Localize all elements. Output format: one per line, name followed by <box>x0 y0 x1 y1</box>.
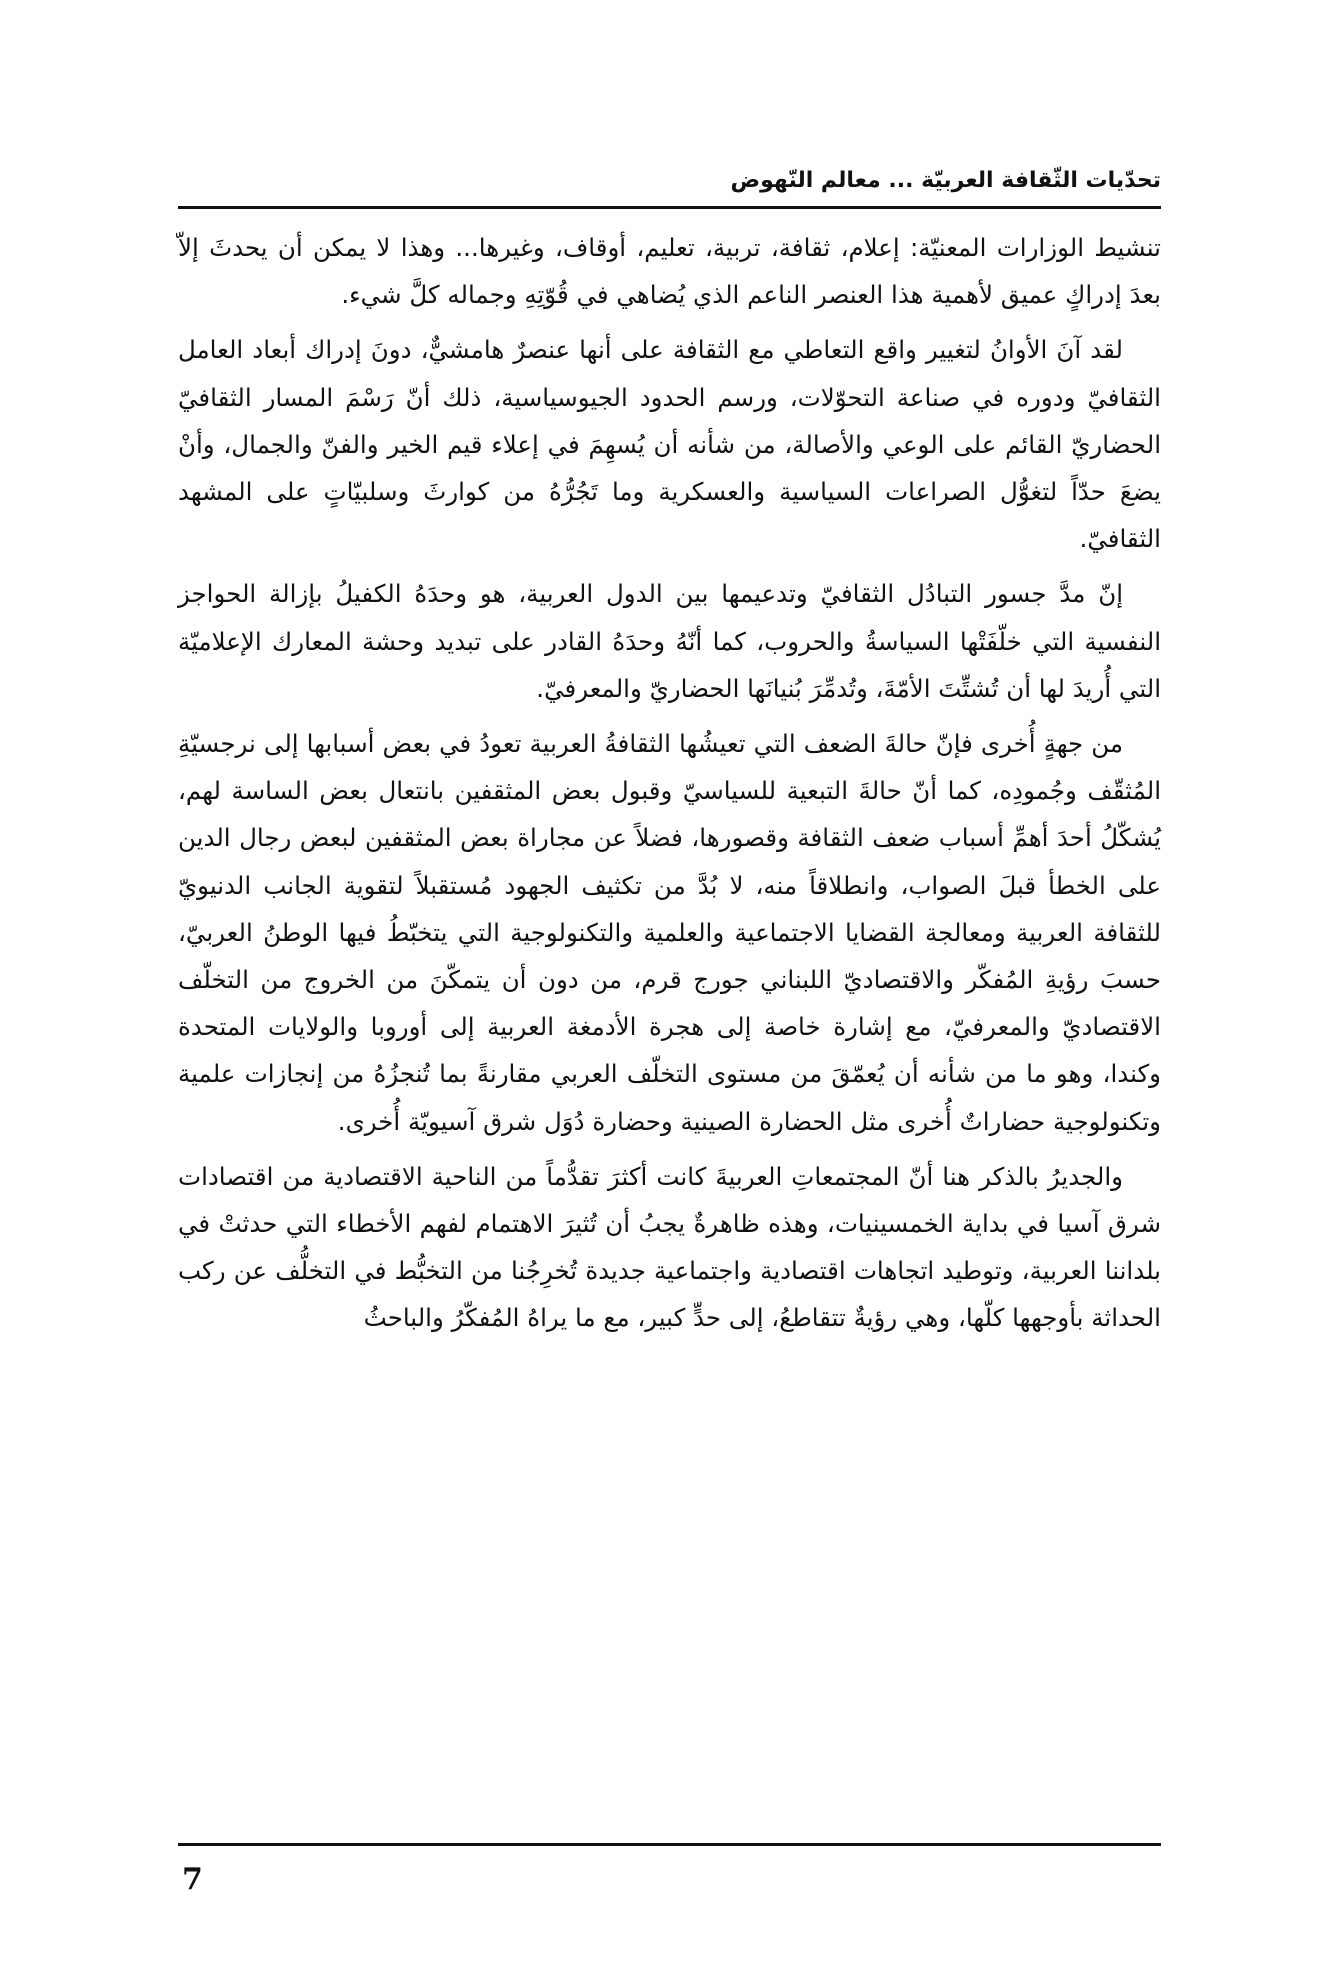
footer-divider <box>178 1843 1161 1846</box>
running-header-title: تحدّيات الثّقافة العربيّة ... معالم النّهوض <box>730 168 1161 193</box>
paragraph: لقد آنَ الأوانُ لتغيير واقع التعاطي مع الثقافة على أنها عنصرٌ هامشيٌّ، دونَ إدراك أبعاد العامل الثقافيّ ودوره في صناعة التحوّلات، ورسم الحدود الجيوسياسية، ذلك أنّ رَسْمَ المسار الثقافيّ الحضاريّ القائم على الوعي والأصالة، من شأنه أن يُسهِمَ في إعلاء قيم الخير والفنّ والجمال، وأنْ يضعَ حدّاً لتغوُّل الصراعات السياسية والعسكرية وما تَجُرُّهُ من كوارثَ وسلبيّاتٍ على المشهد الثقافيّ. <box>178 335 1161 554</box>
page-number: 7 <box>182 1862 203 1897</box>
paragraph: من جهةٍ أُخرى فإنّ حالةَ الضعف التي تعيشُها الثقافةُ العربية تعودُ في بعض أسبابها إلى نرجسيّةِ المُثقّف وجُمودِه، كما أنّ حالةَ التبعية للسياسيّ وقبول بعض المثقفين بانتعال بعض الساسة لهم، يُشكّلُ أحدَ أهمِّ أسباب ضعف الثقافة وقصورها، فضلاً عن مجاراة بعض المثقفين لبعض رجال الدين على الخطأ قبلَ الصواب، وانطلاقاً منه، لا بُدَّ من تكثيف الجهود مُستقبلاً لتقوية الجانب الدنيويّ للثقافة العربية ومعالجة القضايا الاجتماعية والعلمية والتكنولوجية التي يتخبّطُ فيها الوطنُ العربيّ، حسبَ رؤيةِ المُفكّر والاقتصاديّ اللبناني جورج قرم، من دون أن يتمكّنَ من الخروج من التخلّف الاقتصاديّ والمعرفيّ، مع إشارة خاصة إلى هجرة الأدمغة العربية إلى أوروبا والولايات المتحدة وكندا، وهو ما من شأنه أن يُعمّقَ من مستوى التخلّف العربي مقارنةً بما تُنجزُهُ من إنجازات علمية وتكنولوجية حضاراتٌ أُخرى مثل الحضارة الصينية وحضارة دُوَل شرق آسيويّة أُخرى. <box>178 729 1161 1136</box>
paragraph: إنّ مدَّ جسور التبادُل الثقافيّ وتدعيمها بين الدول العربية، هو وحدَهُ الكفيلُ بإزالة الحواجز النفسية التي خلّفَتْها السياسةُ والحروب، كما أنّهُ وحدَهُ القادر على تبديد وحشة المعارك الإعلاميّة التي أُريدَ لها أن تُشتِّتَ الأمّةَ، وتُدمِّرَ بُنيانَها الحضاريّ والمعرفيّ. <box>178 579 1161 703</box>
header-divider <box>178 206 1161 209</box>
paragraph: والجديرُ بالذكر هنا أنّ المجتمعاتِ العربيةَ كانت أكثرَ تقدُّماً من الناحية الاقتصادية من اقتصادات شرق آسيا في بداية الخمسينيات، وهذه ظاهرةٌ يجبُ أن تُثيرَ الاهتمام لفهم الأخطاء التي حدثتْ في بلداننا العربية، وتوطيد اتجاهات اقتصادية واجتماعية جديدة تُخرِجُنا من التخبُّط في التخلُّف عن ركب الحداثة بأوجهها كلّها، وهي رؤيةٌ تتقاطعُ، إلى حدٍّ كبير، مع ما يراهُ المُفكّرُ والباحثُ <box>178 1161 1161 1333</box>
paragraph: تنشيط الوزارات المعنيّة: إعلام، ثقافة، تربية، تعليم، أوقاف، وغيرها... وهذا لا يمكن أن يحدثَ إلاّ بعدَ إدراكٍ عميق لأهمية هذا العنصر الناعم الذي يُضاهي في قُوّتِهِ وجماله كلَّ شيء. <box>178 233 1161 310</box>
body-text <box>178 224 1161 1350</box>
